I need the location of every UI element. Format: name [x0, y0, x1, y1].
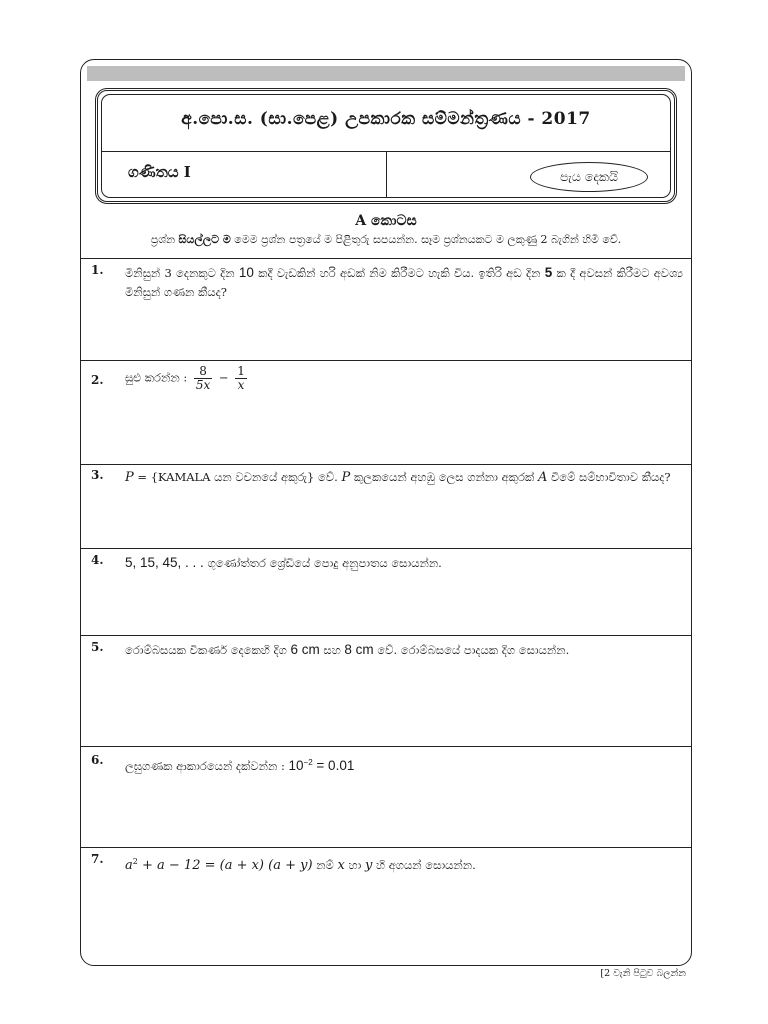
q7-text-b: හා: [344, 857, 365, 872]
q1-text-a: මිනිසුන් 3 දෙනකුට දින: [125, 266, 239, 280]
q6-exponent: −2: [303, 758, 313, 767]
q7-variable-y: y: [364, 857, 373, 873]
question-number: 3.: [91, 468, 104, 482]
fraction-1: [194, 365, 212, 392]
question-text: [125, 263, 683, 302]
q1-text-c: ක දී අවසන් කිරීමට අවශ්‍ය මිනිසුන් ගණන කීයද?: [125, 266, 684, 299]
q2-text-a: සුළු කරන්න :: [125, 370, 191, 385]
question-number: 2.: [91, 373, 104, 387]
subject-label: ගණිතය I: [128, 163, 191, 181]
q6-text-a: ලඝුගණක ආකාරයෙන් දක්වන්න :: [125, 758, 289, 773]
q7-text-a: නම්: [312, 857, 338, 872]
instruction-text-rest: මෙම ප්‍රශ්න පත්‍රයේ ම පිළිතුරු සපයන්න. සෑම ප්‍රශ්නයකට ම ලකුණු 2 බැගින් හිමි වේ.: [230, 233, 622, 246]
header-inner: [101, 94, 671, 198]
q5-text-a: රොම්බසයක විකර්ණ දෙකෙහි දිග: [125, 643, 291, 657]
question-divider: [81, 360, 691, 361]
question-text: [125, 553, 683, 573]
fraction-2: [235, 365, 247, 392]
q4-sequence: 5, 15, 45, . . .: [125, 555, 208, 570]
q6-base: 10: [288, 757, 304, 773]
fraction-2-numerator: 1: [237, 364, 245, 378]
header-box: [95, 88, 677, 204]
q5-value-a: 6 cm: [290, 642, 320, 657]
question-divider: [81, 847, 691, 848]
q3-text-b: කුලකයෙන් අහඹු ලෙස ගන්නා අකුරක්: [350, 470, 538, 484]
q7-equation: + a − 12 = (a + x) (a + y): [137, 857, 313, 873]
instruction-text: ප්‍රශ්න: [150, 233, 179, 246]
q3-variable-p: P: [125, 470, 134, 485]
q7-square: 2: [132, 857, 138, 866]
fraction-2-denominator: x: [237, 378, 245, 392]
q4-text-a: ගුණෝත්තර ශ්‍රේඩියේ පොදු අනුපාතය සොයන්න.: [207, 556, 442, 570]
question-text: [125, 753, 683, 776]
question-number: 6.: [91, 753, 104, 767]
q7-text-c: හි අගයන් සොයන්න.: [372, 857, 476, 872]
minus-sign: −: [218, 370, 229, 385]
question-text: [125, 365, 683, 392]
question-number: 5.: [91, 640, 104, 654]
q5-text-b: සහ: [319, 643, 345, 657]
header-divider-vertical: [386, 151, 387, 197]
question-number: 4.: [91, 553, 104, 567]
question-number: 7.: [91, 852, 104, 866]
question-divider: [81, 746, 691, 747]
q5-text-c: වේ. රොම්බසයේ පාදයක දිග සොයන්න.: [373, 643, 570, 657]
question-text: [125, 640, 683, 660]
question-divider: [81, 464, 691, 465]
q1-value-b: 5: [544, 265, 553, 280]
question-divider: [81, 258, 691, 259]
top-band: [87, 66, 685, 81]
fraction-1-numerator: 8: [194, 365, 212, 379]
section-title: A කොටස: [355, 213, 417, 229]
q3-text-c: වීමේ සම්භාවිතාව කීයද?: [547, 470, 671, 484]
question-divider: [81, 635, 691, 636]
question-number: 1.: [91, 263, 104, 277]
q3-variable-a: A: [537, 470, 548, 485]
q7-variable-x: x: [337, 857, 345, 873]
instructions: [87, 233, 685, 247]
q6-result: = 0.01: [312, 757, 355, 773]
question-divider: [81, 548, 691, 549]
question-text: [125, 468, 683, 487]
q1-text-b: කදී වැඩකින් හරි අඩක් නිම කිරීමට හැකි විය. ඉතිරි අඩ දින: [253, 266, 545, 280]
exam-title: අ.පො.ස. (සා.පෙළ) උපකාරක සම්මන්ත්‍රණය - 2017: [181, 109, 591, 129]
question-text: [125, 852, 683, 875]
instruction-bold: සියල්ලට ම: [178, 233, 231, 246]
q5-value-b: 8 cm: [344, 642, 374, 657]
q3-text-a: = {KAMALA යන වචනයේ අකුරු} වේ.: [133, 470, 342, 484]
q3-variable-p2: P: [341, 470, 351, 485]
q1-value-a: 10: [238, 265, 254, 280]
q7-variable-a: a: [125, 857, 133, 873]
page-turn-note: [2 වැනි පිටුව බලන්න: [600, 968, 686, 979]
fraction-1-denominator: 5x: [195, 378, 211, 392]
duration-badge: පැය දෙකයි: [530, 162, 648, 192]
page-frame: [80, 59, 692, 966]
